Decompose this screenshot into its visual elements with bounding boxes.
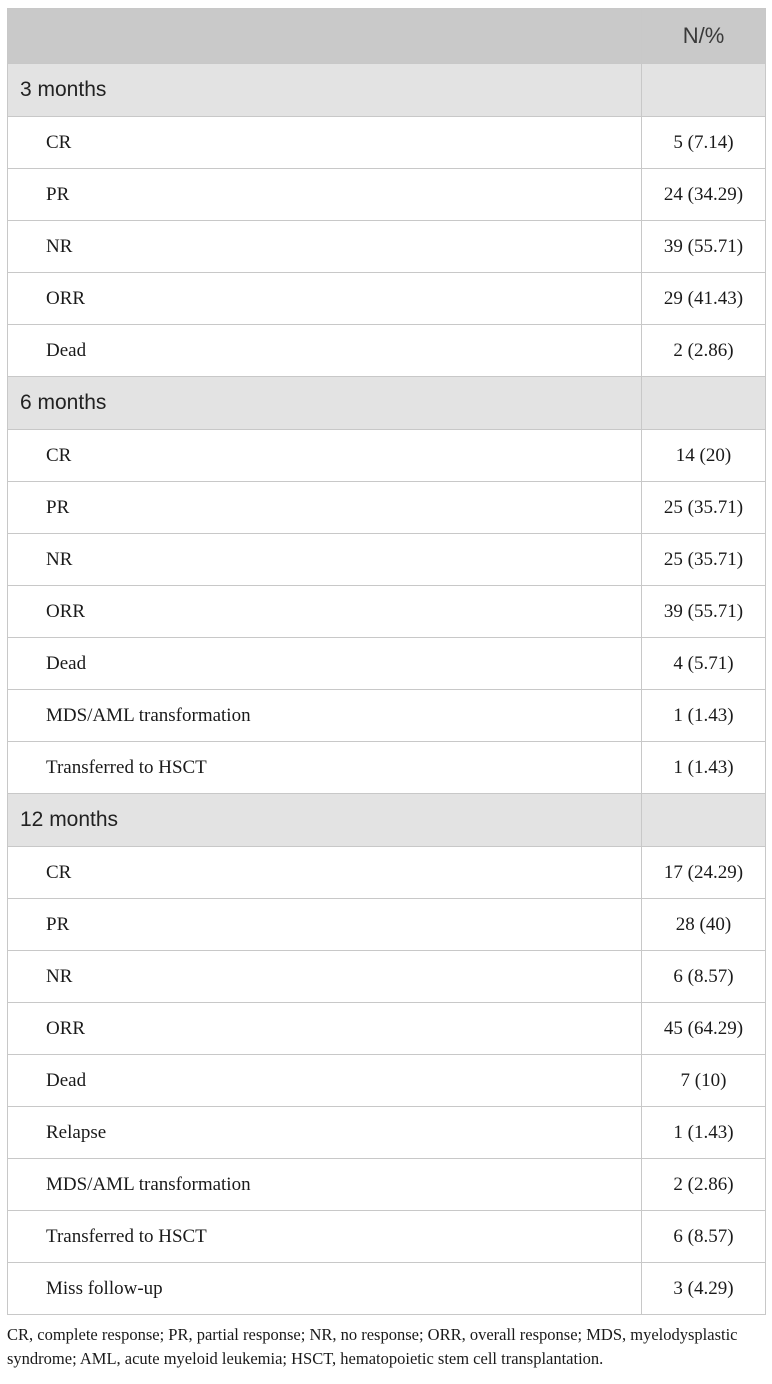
group-title: 6 months [8,377,642,430]
row-value: 28 (40) [642,899,766,951]
table-row [8,690,766,742]
table-row [8,169,766,221]
row-value: 25 (35.71) [642,482,766,534]
response-table [7,8,766,1315]
row-label: PR [8,169,642,221]
table-row [8,482,766,534]
row-label: MDS/AML transformation [8,1159,642,1211]
row-value: 45 (64.29) [642,1003,766,1055]
row-label: Dead [8,638,642,690]
table-row [8,534,766,586]
row-value: 17 (24.29) [642,847,766,899]
row-label: ORR [8,273,642,325]
group-value-cell [642,64,766,117]
row-label: Transferred to HSCT [8,742,642,794]
row-label: CR [8,430,642,482]
table-footnote: CR, complete response; PR, partial response; NR, no response; ORR, overall response; MDS, myelodysplastic syndrome; AML, acute myeloid leukemia; HSCT, hematopoietic stem cell transplantation. [7,1325,738,1368]
group-value-cell [642,794,766,847]
row-value: 6 (8.57) [642,951,766,1003]
row-label: PR [8,482,642,534]
row-label: CR [8,117,642,169]
row-value: 1 (1.43) [642,1107,766,1159]
row-label: Dead [8,325,642,377]
group-value-cell [642,377,766,430]
row-value: 39 (55.71) [642,221,766,273]
table-row [8,325,766,377]
group-row [8,64,766,117]
table-row [8,1263,766,1315]
row-label: MDS/AML transformation [8,690,642,742]
group-row [8,377,766,430]
row-value: 3 (4.29) [642,1263,766,1315]
row-value: 6 (8.57) [642,1211,766,1263]
row-value: 5 (7.14) [642,117,766,169]
row-value: 25 (35.71) [642,534,766,586]
group-title: 12 months [8,794,642,847]
row-label: Relapse [8,1107,642,1159]
row-value: 2 (2.86) [642,325,766,377]
row-label: Miss follow-up [8,1263,642,1315]
table-row [8,430,766,482]
table-row [8,1003,766,1055]
header-value-cell: N/% [642,9,766,64]
row-value: 29 (41.43) [642,273,766,325]
row-value: 2 (2.86) [642,1159,766,1211]
table-row [8,1159,766,1211]
group-row [8,794,766,847]
row-value: 7 (10) [642,1055,766,1107]
row-label: Dead [8,1055,642,1107]
table-row [8,1107,766,1159]
row-label: CR [8,847,642,899]
group-title: 3 months [8,64,642,117]
table-body [8,64,766,1315]
table-row [8,899,766,951]
row-value: 14 (20) [642,430,766,482]
table-header-row [8,9,766,64]
row-value: 39 (55.71) [642,586,766,638]
row-value: 4 (5.71) [642,638,766,690]
table-row [8,951,766,1003]
table-row [8,1211,766,1263]
row-label: ORR [8,586,642,638]
row-label: NR [8,951,642,1003]
table-row [8,1055,766,1107]
row-label: NR [8,221,642,273]
row-label: NR [8,534,642,586]
table-row [8,273,766,325]
row-value: 1 (1.43) [642,690,766,742]
row-value: 24 (34.29) [642,169,766,221]
table-row [8,586,766,638]
table-row [8,117,766,169]
table-row [8,221,766,273]
table-row [8,742,766,794]
table-row [8,638,766,690]
row-label: ORR [8,1003,642,1055]
row-label: PR [8,899,642,951]
row-value: 1 (1.43) [642,742,766,794]
header-label-cell [8,9,642,64]
table-row [8,847,766,899]
row-label: Transferred to HSCT [8,1211,642,1263]
